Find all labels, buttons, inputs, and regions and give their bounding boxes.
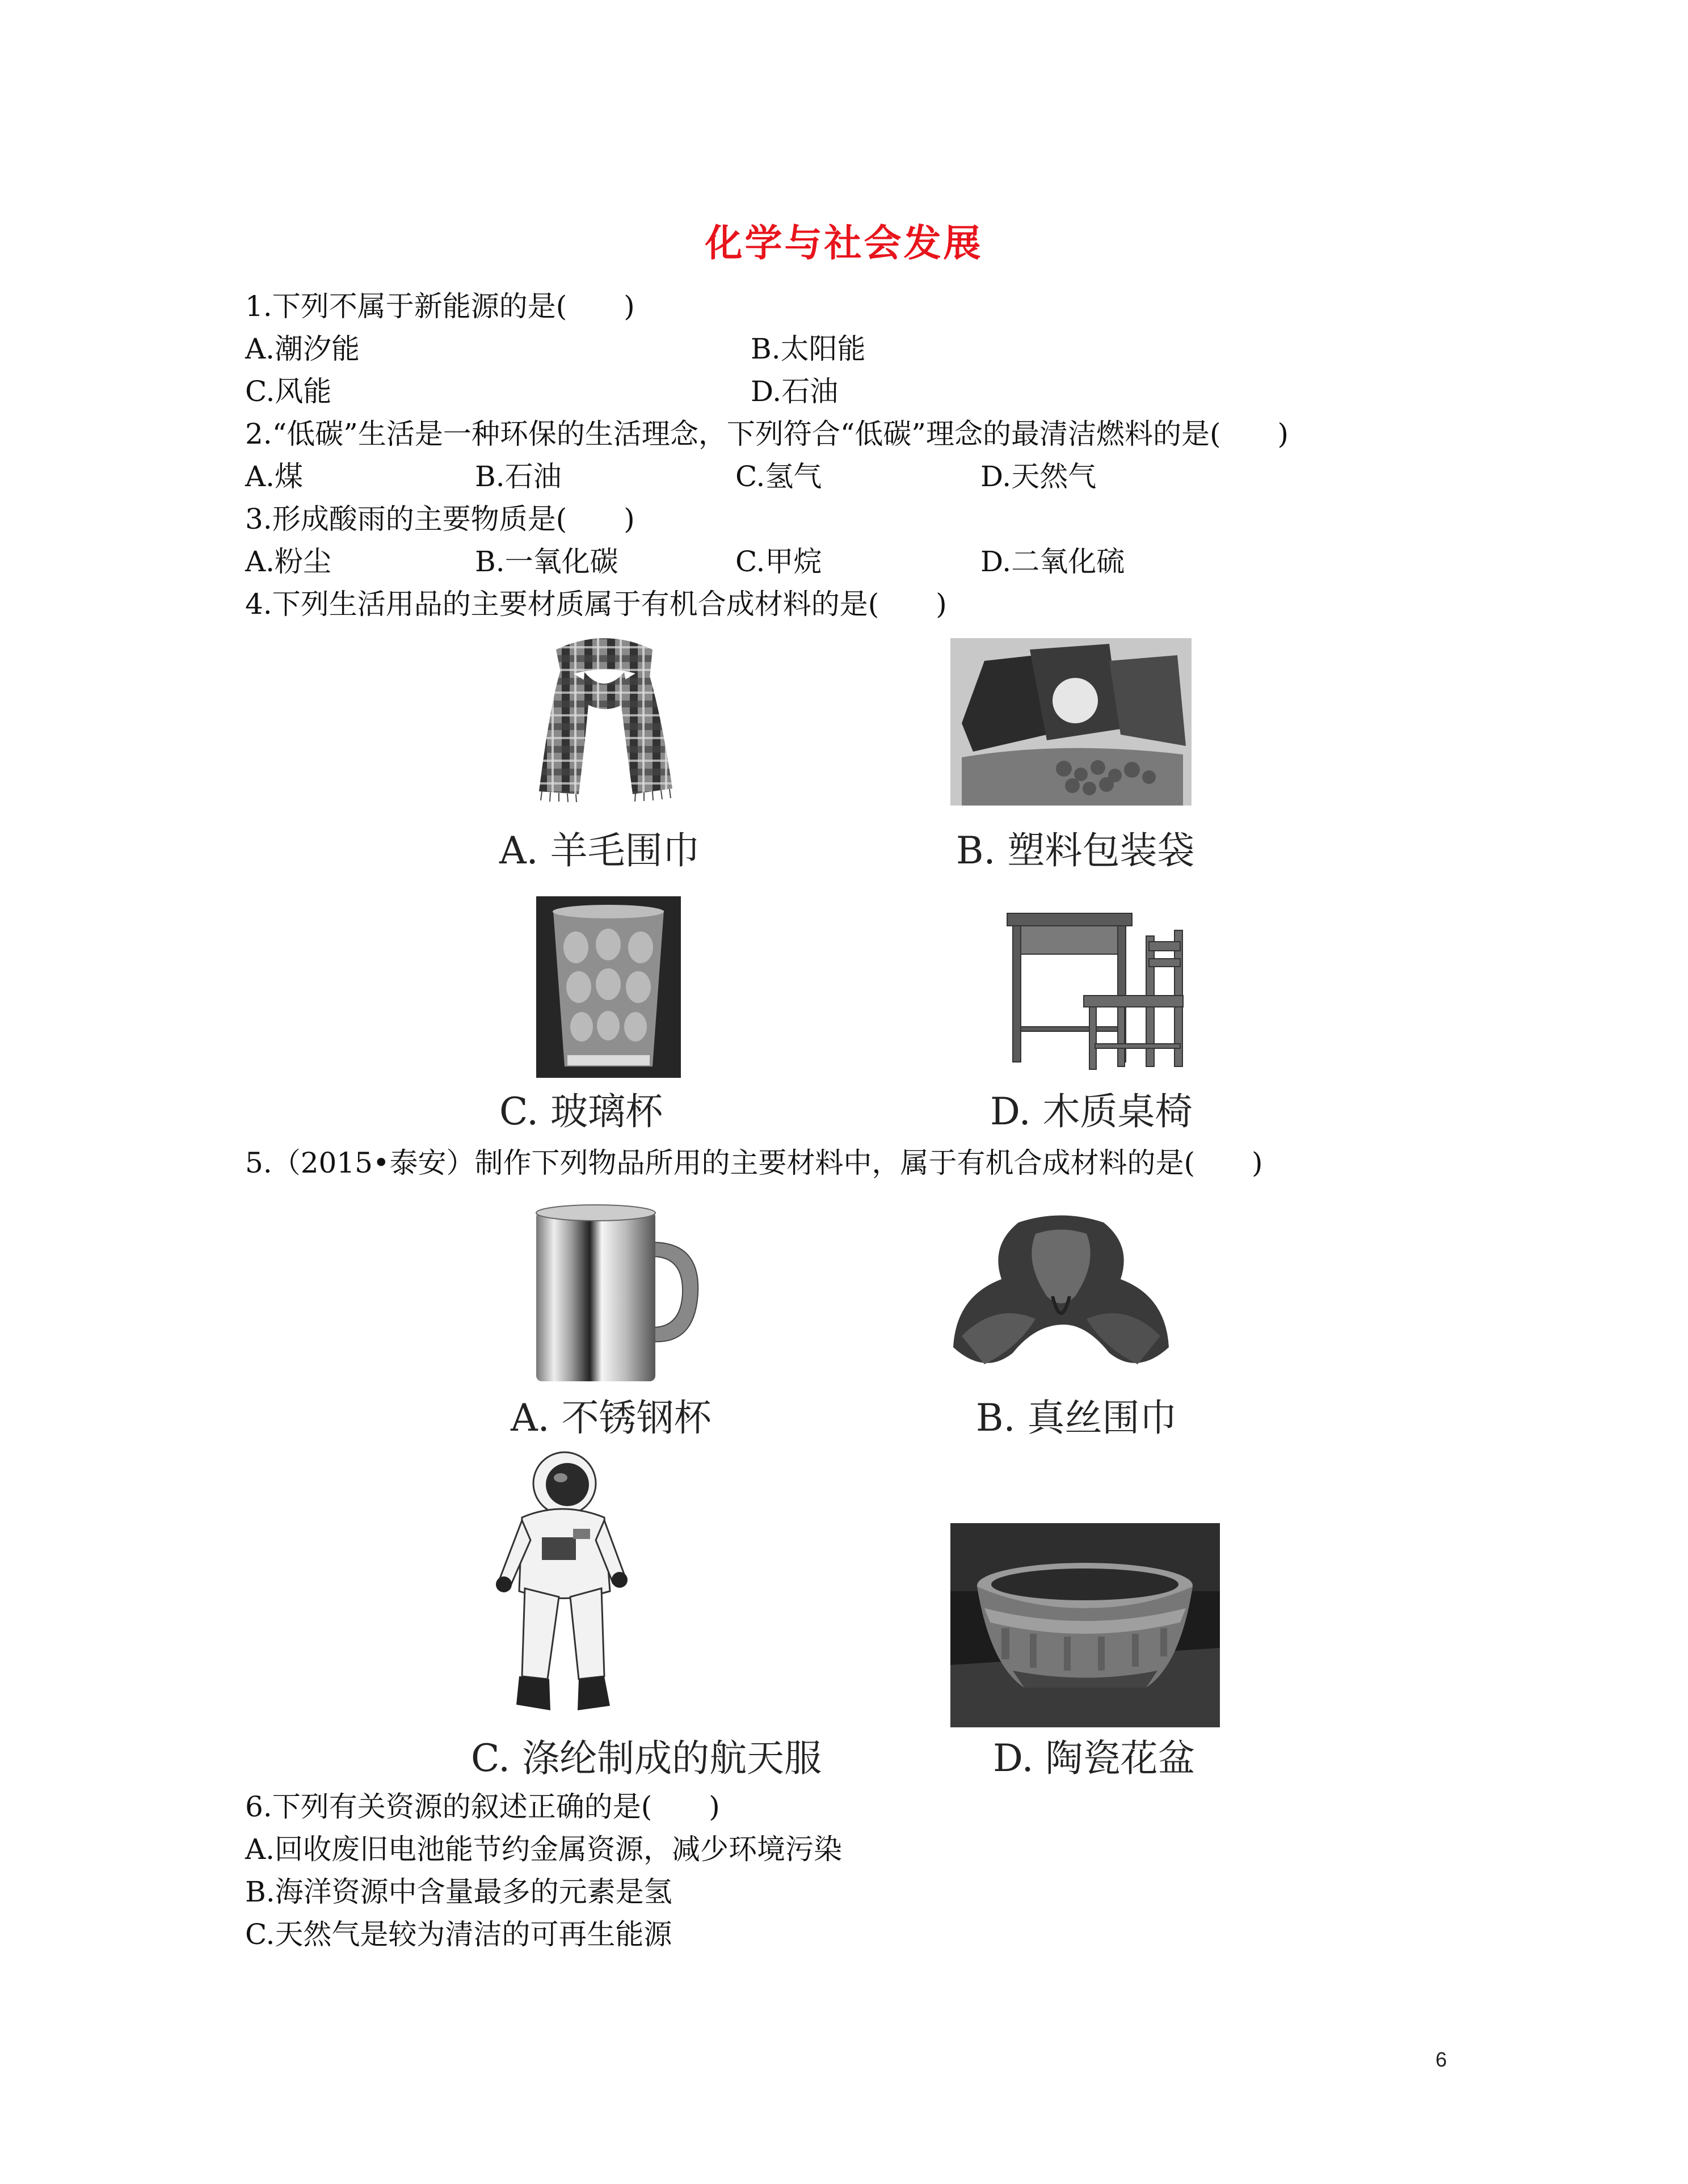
page-title: 化学与社会发展 [705,221,983,265]
question-6-option-b: B.海洋资源中含量最多的元素是氢 [245,1875,672,1908]
question-5-caption-d: D. 陶瓷花盆 [993,1736,1196,1780]
question-2-option-d: D.天然气 [980,460,1097,493]
glass-cup-image [536,896,681,1078]
question-1-option-d: D.石油 [751,375,839,408]
question-1-option-a: A.潮汐能 [245,332,360,365]
question-2-option-c: C.氢气 [735,460,822,493]
question-4-caption-b: B. 塑料包装袋 [956,829,1195,872]
question-2-option-b: B.石油 [475,460,562,493]
question-4-stem: 4.下列生活用品的主要材质属于有机合成材料的是( ) [245,588,947,621]
page-number: 6 [1436,2048,1447,2071]
question-3-option-c: C.甲烷 [735,545,822,578]
ceramic-flowerpot-image [950,1523,1220,1727]
question-3-option-a: A.粉尘 [245,545,332,578]
question-5-caption-a: A. 不锈钢杯 [511,1396,712,1440]
question-6-option-a: A.回收废旧电池能节约金属资源，减少环境污染 [245,1833,843,1866]
question-5-stem: 5.（2015•泰安）制作下列物品所用的主要材料中，属于有机合成材料的是( ) [245,1146,1263,1179]
question-4-caption-c: C. 玻璃杯 [499,1090,663,1133]
plastic-bags-image [950,638,1192,806]
question-4-caption-d: D. 木质桌椅 [990,1090,1193,1133]
question-1-option-b: B.太阳能 [751,332,866,365]
wool-scarf-image [516,633,692,803]
silk-scarf-image [950,1211,1172,1381]
question-1-stem: 1.下列不属于新能源的是( ) [245,290,635,323]
question-4-caption-a: A. 羊毛围巾 [499,829,700,872]
question-2-stem: 2.“低碳”生活是一种环保的生活理念，下列符合“低碳”理念的最清洁燃料的是( ) [245,418,1289,450]
spacesuit-image [488,1444,630,1716]
question-6-option-c: C.天然气是较为清洁的可再生能源 [245,1918,672,1951]
question-3-stem: 3.形成酸雨的主要物质是( ) [245,503,635,536]
question-5-caption-c: C. 涤纶制成的航天服 [471,1736,822,1780]
question-3-option-b: B.一氧化碳 [475,545,618,578]
question-1-option-c: C.风能 [245,375,332,408]
question-5-caption-b: B. 真丝围巾 [976,1396,1177,1440]
wooden-desk-chair-image [1004,896,1192,1078]
question-6-stem: 6.下列有关资源的叙述正确的是( ) [245,1790,720,1823]
question-2-option-a: A.煤 [245,460,304,493]
question-3-option-d: D.二氧化硫 [980,545,1125,578]
stainless-steel-cup-image [525,1197,706,1384]
